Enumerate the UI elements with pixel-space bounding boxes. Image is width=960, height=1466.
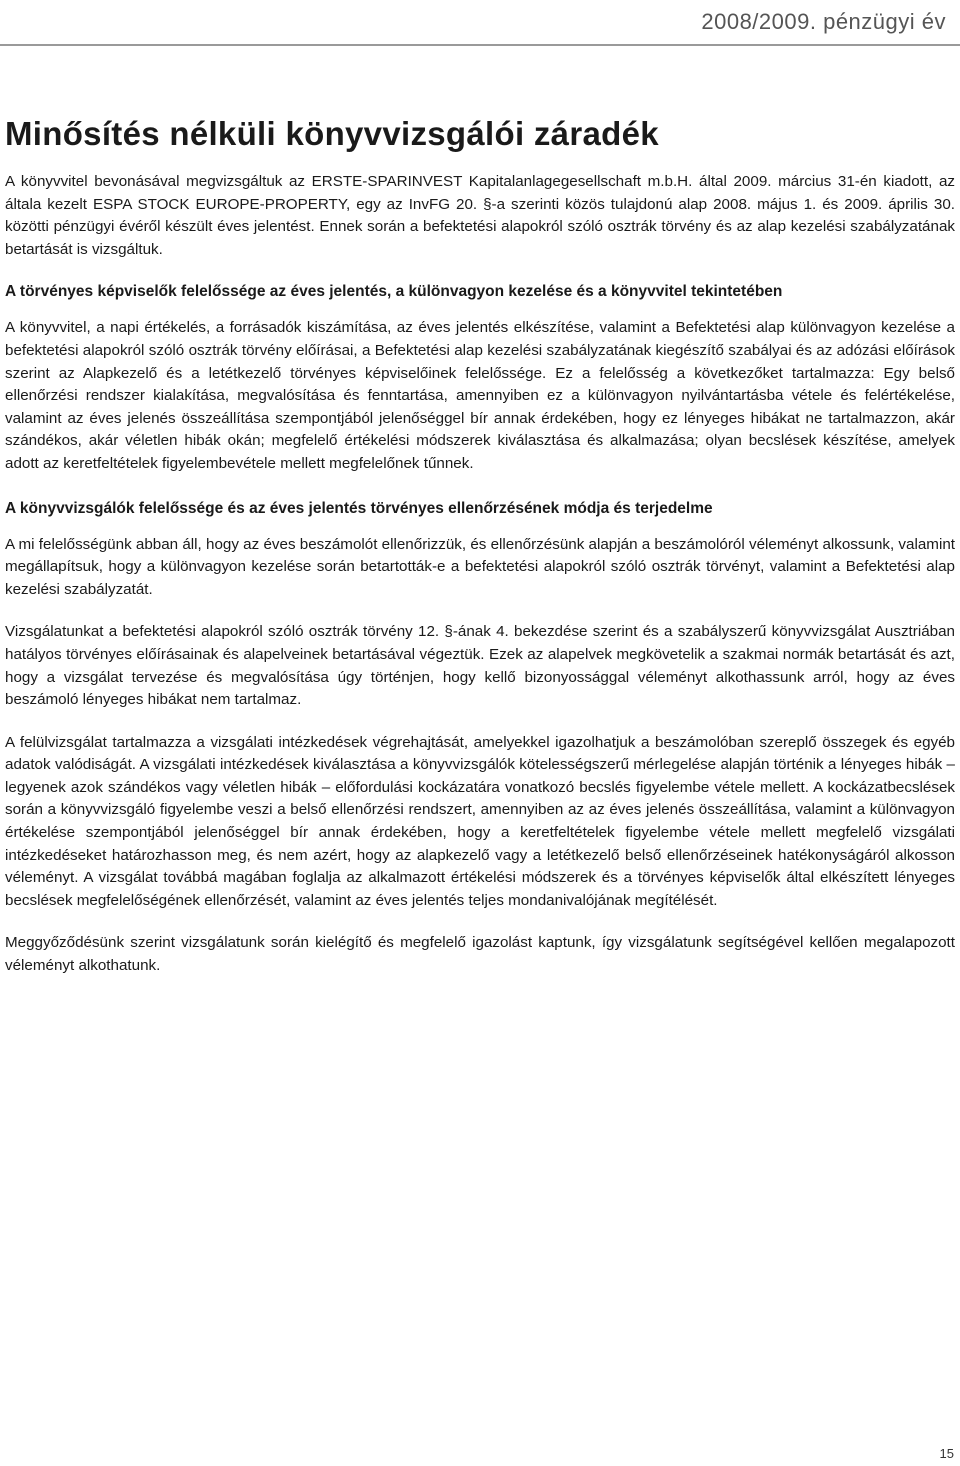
auditor-paragraph-4: Meggyőződésünk szerint vizsgálatunk során kielégítő és megfelelő igazolást kaptunk, így vizsgálatunk segítségével kellően megalapozott véleményt alkothatunk.	[5, 934, 955, 975]
spacer	[5, 912, 955, 932]
document-body	[5, 115, 955, 978]
spacer	[5, 712, 955, 732]
spacer	[5, 476, 955, 498]
header-divider	[0, 44, 960, 46]
document-title: Minősítés nélküli könyvvizsgálói záradék	[5, 115, 659, 152]
spacer	[5, 303, 955, 317]
header-fiscal-year: 2008/2009. pénzügyi év	[701, 9, 946, 34]
auditor-paragraph-3: A felülvizsgálat tartalmazza a vizsgálati intézkedések végrehajtását, amelyekkel igazolhatjuk a beszámolóban szereplő összegek és egyéb adatok valódiságát. A vizsgálati intézkedések kiválasztása a könyvvizsgálók kötelességszerű mérlegelése alapján történik a lényeges hibák – legyenek azok szándékos vagy véletlen hibák – előfordulási kockázatára vonatkozó becslés figyelembe vétele mellett. A kockázatbecslések során a könyvvizsgáló figyelembe veszi a belső ellenőrzési rendszert, amennyiben az az éves jelenés összeállítása, valamint a különvagyon értékelése szempontjából jelenőséggel bír annak érdekében, hogy a keretfeltételek figyelembe vétele mellett megfelelő vizsgálati intézkedéseket határozhasson meg, és nem azért, hogy az alapkezelő vagy a letétkezelő belső ellenőrzéseinek hatékonyságáról alkosson véleményt. A vizsgálat továbbá magában foglalja az alkalmazott értékelési módszerek és a törvényes képviselők által elkészített lényeges becslések megfelelőségének ellenőrzését, valamint az éves jelentés teljes mondanivalójának megítélését.	[5, 733, 955, 909]
auditor-paragraph-2: Vizsgálatunkat a befektetési alapokról szóló osztrák törvény 12. §-ának 4. bekezdése szerint és a szabályszerű könyvvizsgálat Ausztriában hatályos törvényes előírásainak és alapelveinek betartásával végeztük. Ezek az alapelvek megkövetelik a szakmai normák betartását és azt, hogy a vizsgálat tervezése és megvalósítása úgy történjen, hogy kellő bizonyossággal véleményt alkothassunk arról, hogy az éves beszámoló lényeges hibákat nem tartalmaz.	[5, 623, 955, 709]
page-number: 15	[939, 1446, 954, 1461]
spacer	[5, 520, 955, 534]
section-heading-management-responsibility: A törvényes képviselők felelőssége az éves jelentés, a különvagyon kezelése és a könyvvitel tekintetében	[5, 283, 783, 301]
auditor-paragraph-1: A mi felelősségünk abban áll, hogy az éves beszámolót ellenőrizzük, és ellenőrzésünk alapján a beszámolóról véleményt alkossunk, valamint megállapítsuk, hogy a különvagyon kezelése során betartották-e a befektetési alapokról szóló osztrák törvényt, valamint a Befektetési alap kezelési szabályzatát.	[5, 535, 955, 598]
section-heading-auditor-responsibility: A könyvvizsgálók felelőssége és az éves jelentés törvényes ellenőrzésének módja és terjedelme	[5, 499, 713, 517]
spacer	[5, 601, 955, 621]
spacer	[5, 261, 955, 281]
intro-paragraph: A könyvvitel bevonásával megvizsgáltuk az ERSTE-SPARINVEST Kapitalanlagegesellschaft m.b.H. által 2009. március 31-én kiadott, az általa kezelt ESPA STOCK EUROPE-PROPERTY, egy az InvFG 20. §-a szerinti közös tulajdonú alap 2008. május 1. és 2009. április 30. közötti pénzügyi évéről készült éves jelentést. Ennek során a befektetési alapokról szóló osztrák törvény és az alap kezelési szabályzatának betartását is vizsgáltuk.	[5, 173, 955, 258]
management-responsibility-paragraph: A könyvvitel, a napi értékelés, a forrásadók kiszámítása, az éves jelentés elkészítése, valamint a Befektetési alap különvagyon kezelése a befektetési alapokról szóló osztrák törvény előírásai, a Befektetési alap kezelési szabályzatának kiegészítő szabályai és az adózási előírások szerint az Alapkezelő és a letétkezelő törvényes képviselőinek felelőssége. Ez a felelősség a következőket tartalmazza: Egy belső ellenőrzési rendszer kialakítása, megvalósítása és fenntartása, amennyiben ez a különvagyon nyilvántartásba vétele és felértékelése, valamint az éves jelenés összeállítása szempontjából jelenőséggel bír annak érdekében, hogy ez lényeges hibákat ne tartalmazzon, akár szándékos, akár véletlen hibák okán; megfelelő értékelési módszerek kiválasztása és alkalmazása; olyan becslések készítése, amelyek adott az keretfeltételek figyelembevétele mellett megfelelőnek tűnnek.	[5, 319, 955, 472]
